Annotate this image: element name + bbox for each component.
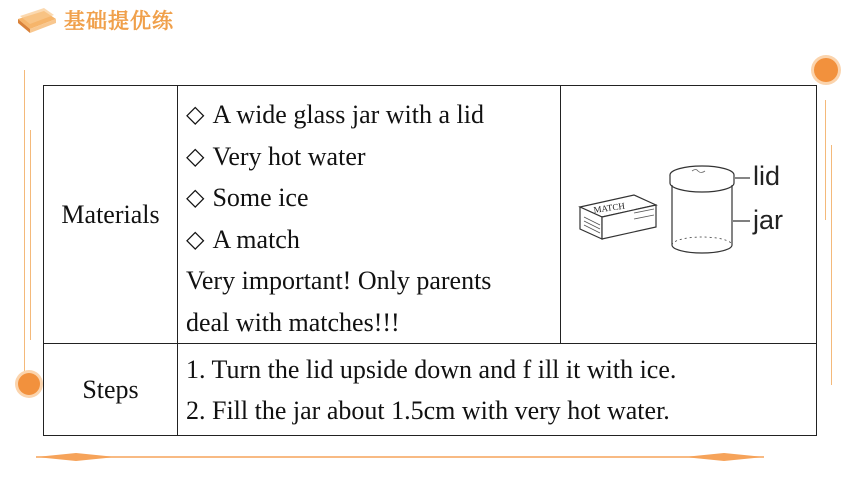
jar-and-matchbox-illustration — [574, 151, 804, 271]
experiment-table — [43, 85, 817, 436]
step-line: 1. Turn the lid upside down and f ill it with ice. — [186, 354, 677, 384]
right-deco-dot — [814, 58, 838, 82]
left-deco-line — [24, 70, 25, 390]
warning-note-line: Very important! Only parents — [186, 266, 492, 295]
diamond-bullet-icon: ◇ — [186, 183, 205, 211]
materials-row — [44, 86, 817, 344]
steps-label: Steps — [44, 344, 178, 436]
material-text: Very hot water — [212, 141, 366, 171]
matchbox-label: MATCH — [592, 200, 625, 215]
bottom-deco-line — [36, 450, 764, 464]
steps-list — [178, 344, 817, 436]
left-deco-line-2 — [30, 130, 31, 340]
illustration-cell — [561, 86, 817, 344]
diamond-bullet-icon: ◇ — [186, 224, 205, 253]
section-header — [14, 4, 174, 36]
material-text: Some ice — [212, 183, 309, 212]
materials-label: Materials — [44, 86, 178, 344]
steps-row — [44, 344, 817, 436]
material-item — [186, 94, 560, 136]
material-text: A wide glass jar with a lid — [212, 100, 484, 129]
diamond-bullet-icon: ◇ — [186, 100, 205, 128]
materials-list — [178, 86, 561, 344]
right-deco-line-2 — [825, 100, 826, 220]
material-item — [186, 136, 560, 178]
warning-note-line: deal with matches!!! — [186, 307, 400, 337]
section-title: 基础提优练 — [64, 9, 174, 33]
right-deco-line — [831, 145, 832, 385]
diamond-bullet-icon: ◇ — [186, 141, 205, 170]
matchbox-icon — [580, 195, 656, 239]
book-icon — [14, 5, 58, 35]
jar-label: jar — [752, 205, 783, 235]
material-item — [186, 177, 560, 219]
glass-jar-icon — [670, 161, 783, 253]
material-item — [186, 219, 560, 261]
lid-label: lid — [752, 161, 780, 191]
material-text: A match — [212, 224, 300, 254]
step-line: 2. Fill the jar about 1.5cm with very hot water. — [186, 395, 670, 425]
left-deco-dot — [18, 373, 40, 395]
